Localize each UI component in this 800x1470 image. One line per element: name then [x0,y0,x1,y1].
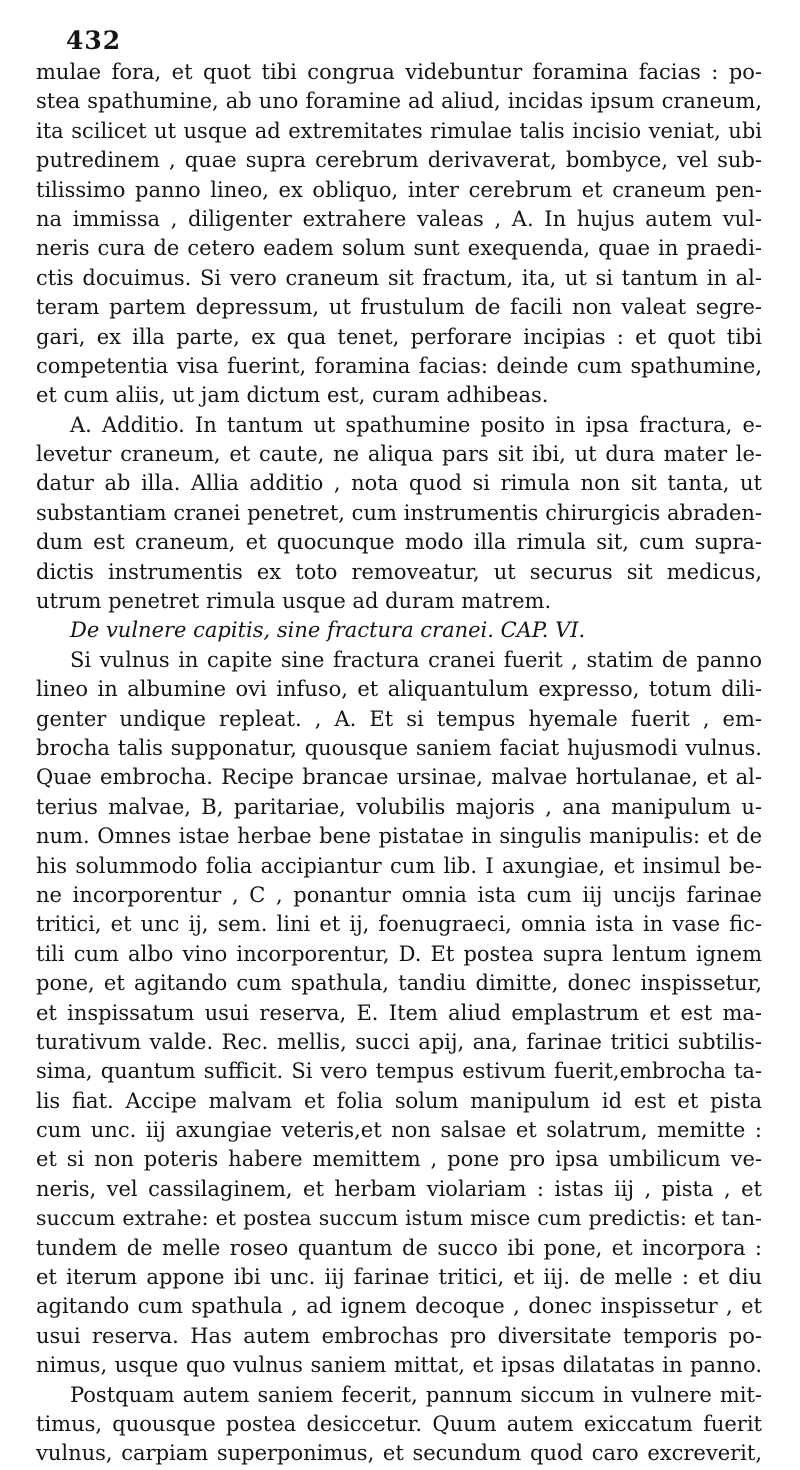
text-line: genter undique repleat. , A. Et si tempus hyemale fuerit , em- [36,706,762,731]
text-line: tritici, et unc ij, sem. lini et ij, foenugraeci, omnia ista in vase fic- [36,912,762,937]
text-line: turativum valde. Rec. mellis, succi apij, ana, farinae tritici subtilis- [36,1029,762,1054]
text-line: num. Omnes istae herbae bene pistatae in singulis manipulis: et de [36,824,762,849]
text-line: na immissa , diligenter extrahere valeas , A. In hujus autem vul- [36,206,762,231]
text-line: tili cum albo vino incorporentur, D. Et postea supra lentum ignem [36,941,762,966]
text-line: ita scilicet ut usque ad extremitates rimulae talis incisio veniat, ubi [36,118,762,143]
text-line: neris cura de cetero eadem solum sunt exequenda, quae in praedi- [36,236,762,261]
text-line: timus, quousque postea desiccetur. Quum autem exiccatum fuerit [36,1411,762,1436]
text-line: tundem de melle roseo quantum de succo ibi pone, et incorpora : [36,1235,762,1260]
text-line: datur ab illa. Allia additio , nota quod si rimula non sit tanta, ut [36,471,762,496]
text-line: et cum aliis, ut jam dictum est, curam adhibeas. [36,383,549,408]
text-line: competentia visa fuerint, foramina facias: deinde cum spathumine, [36,353,762,378]
text-line: succum extrahe: et postea succum istum misce cum predictis: et tan- [36,1206,762,1231]
text-line: Quae embrocha. Recipe brancae ursinae, malvae hortulanae, et al- [36,765,762,790]
text-line: agitando cum spathula , ad ignem decoque , donec inspissetur , et [36,1294,762,1319]
text-line: ctis docuimus. Si vero craneum sit fractum, ita, ut si tantum in al- [36,265,762,290]
text-line: levetur craneum, et caute, ne aliqua pars sit ibi, ut dura mater le- [36,442,762,467]
text-line: nimus, usque quo vulnus saniem mittat, et ipsas dilatatas in panno. [36,1353,762,1378]
text-line: gari, ex illa parte, ex qua tenet, perforare incipias : et quot tibi [36,324,762,349]
text-line: substantiam cranei penetret, cum instrumentis chirurgicis abraden- [36,500,762,525]
text-line: Postquam autem saniem fecerit, pannum siccum in vulnere mit- [70,1382,762,1407]
page-number: 432 [66,26,122,55]
text-line: utrum penetret rimula usque ad duram matrem. [36,589,552,614]
text-line: neris, vel cassilaginem, et herbam violariam : istas iij , pista , et [36,1176,762,1201]
text-line: dum est craneum, et quocunque modo illa rimula sit, cum supra- [36,530,762,555]
text-line: et iterum appone ibi unc. iij farinae tritici, et iij. de melle : et diu [36,1265,762,1290]
text-line: pone, et agitando cum spathula, tandiu dimitte, donec inspissetur, [36,971,762,996]
text-line: brocha talis supponatur, quousque saniem faciat hujusmodi vulnus. [36,735,762,760]
text-line: A. Additio. In tantum ut spathumine posito in ipsa fractura, e- [70,412,762,437]
chapter-heading: De vulnere capitis, sine fractura cranei. CAP. VI. [70,618,586,643]
text-line: et si non poteris habere memittem , pone pro ipsa umbilicum ve- [36,1147,762,1172]
text-line: tilissimo panno lineo, ex obliquo, inter cerebrum et craneum pen- [36,177,762,202]
text-line: dictis instrumentis ex toto removeatur, ut securus sit medicus, [36,559,762,584]
text-line: lis fiat. Accipe malvam et folia solum manipulum id est et pista [36,1088,762,1113]
text-line: cum unc. iij axungiae veteris,et non salsae et solatrum, memitte : [36,1118,762,1143]
text-line: lineo in albumine ovi infuso, et aliquantulum expresso, totum dili- [36,677,762,702]
text-line: teram partem depressum, ut frustulum de facili non valeat segre- [36,295,762,320]
text-line: sima, quantum sufficit. Si vero tempus estivum fuerit,embrocha ta- [36,1059,762,1084]
text-line: putredinem , quae supra cerebrum derivaverat, bombyce, vel sub- [36,148,762,173]
text-line: mulae fora, et quot tibi congrua videbuntur foramina facias : po- [36,60,762,84]
body-text [36,58,762,1469]
text-line: et inspissatum usui reserva, E. Item aliud emplastrum et est ma- [36,1000,762,1025]
text-line: vulnus, carpiam superponimus, et secundum quod caro excreverit, [36,1441,762,1466]
text-line: Si vulnus in capite sine fractura cranei fuerit , statim de panno [70,647,762,672]
text-line: ne incorporentur , C , ponantur omnia ista cum iij uncijs farinae [36,882,762,907]
text-line: terius malvae, B, paritariae, volubilis majoris , ana manipulum u- [36,794,762,819]
text-line: stea spathumine, ab uno foramine ad aliud, incidas ipsum craneum, [36,89,762,114]
text-line: his solummodo folia accipiantur cum lib. I axungiae, et insimul be- [36,853,762,878]
text-line: usui reserva. Has autem embrochas pro diversitate temporis po- [36,1323,762,1348]
